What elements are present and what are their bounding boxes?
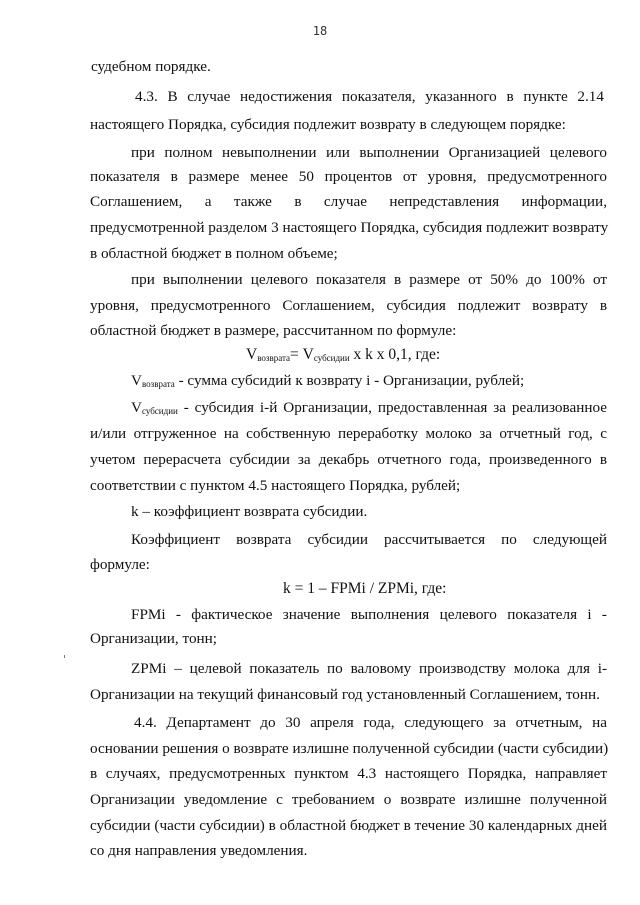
text-line: соответствии с пунктом 4.5 настоящего Порядка, рублей; <box>90 477 461 494</box>
text-line: в областной бюджет в полном объеме; <box>90 245 338 262</box>
formula-text: = V <box>290 346 314 363</box>
text-line: предусмотренной разделом 3 настоящего Порядка, субсидия подлежит возврату <box>90 219 609 236</box>
scan-speck <box>64 655 65 658</box>
text-line: Организации уведомление с требованием о возврате излишне полученной <box>90 791 607 808</box>
text-line: основании решения о возврате излишне полученной субсидии (части субсидии) <box>90 740 609 757</box>
v-symbol: V <box>131 399 142 416</box>
text-line: субсидии (части субсидии) в областной бюджет в течение 30 календарных дней <box>90 817 607 834</box>
v-subscript: возврата <box>141 379 175 389</box>
text-line: при выполнении целевого показателя в размере от 50% до 100% от <box>131 271 607 288</box>
text-line: учетом перерасчета субсидии за декабрь отчетного года, произведенного в <box>90 451 607 468</box>
text-line: формуле: <box>90 556 150 573</box>
text-line: Организации, тонн; <box>90 630 218 647</box>
text-line: в случаях, предусмотренных пунктом 4.3 настоящего Порядка, направляет <box>90 765 607 782</box>
formula-v-symbol: V <box>246 346 258 363</box>
formula-text: x k x 0,1, где: <box>349 346 441 363</box>
text-line: Соглашением, а также в случае непредставления информации, <box>90 193 607 210</box>
text-line: и/или отгруженное на собственную переработку молоко за отчетный год, с <box>90 425 607 442</box>
definition-k: k – коэффициент возврата субсидии. <box>131 503 368 520</box>
definition-v-subsidy <box>131 399 607 417</box>
text-line: областной бюджет в размере, рассчитанном по формуле: <box>90 322 457 339</box>
text-line: настоящего Порядка, субсидия подлежит возврату в следующем порядке: <box>90 116 566 133</box>
text-line: показателя в размере менее 50 процентов от уровня, предусмотренного <box>90 168 607 185</box>
definition-zpmi: ZPMi – целевой показатель по валовому производству молока для i- <box>131 660 607 677</box>
formula-subscript: возврата <box>257 353 290 363</box>
page-number: 18 <box>312 24 328 38</box>
definition-text: - сумма субсидий к возврату i - Организации, рублей; <box>174 372 525 389</box>
text-line: уровня, предусмотренного Соглашением, субсидия подлежит возврату в <box>90 297 607 314</box>
text-line: Организации на текущий финансовый год установленный Соглашением, тонн. <box>90 686 600 703</box>
paragraph-4-3-line: 4.3. В случае недостижения показателя, указанного в пункте 2.14 <box>135 88 604 105</box>
formula-v-return <box>246 346 440 364</box>
definition-v-return <box>131 372 524 390</box>
paragraph-4-4-line: 4.4. Департамент до 30 апреля года, следующего за отчетным, на <box>134 714 607 731</box>
text-line: судебном порядке. <box>91 58 211 75</box>
v-subscript: субсидии <box>141 406 178 416</box>
definition-text: - субсидия i-й Организации, предоставленная за реализованное <box>177 399 607 416</box>
formula-k: k = 1 – FPMi / ZPMi, где: <box>283 580 447 597</box>
definition-fpmi: FPMi - фактическое значение выполнения целевого показателя i - <box>131 606 607 623</box>
v-symbol: V <box>131 372 142 389</box>
formula-subscript: субсидии <box>313 353 350 363</box>
text-line: при полном невыполнении или выполнении Организацией целевого <box>131 144 607 161</box>
text-line: Коэффициент возврата субсидии рассчитывается по следующей <box>131 531 607 548</box>
text-line: со дня направления уведомления. <box>90 842 308 859</box>
